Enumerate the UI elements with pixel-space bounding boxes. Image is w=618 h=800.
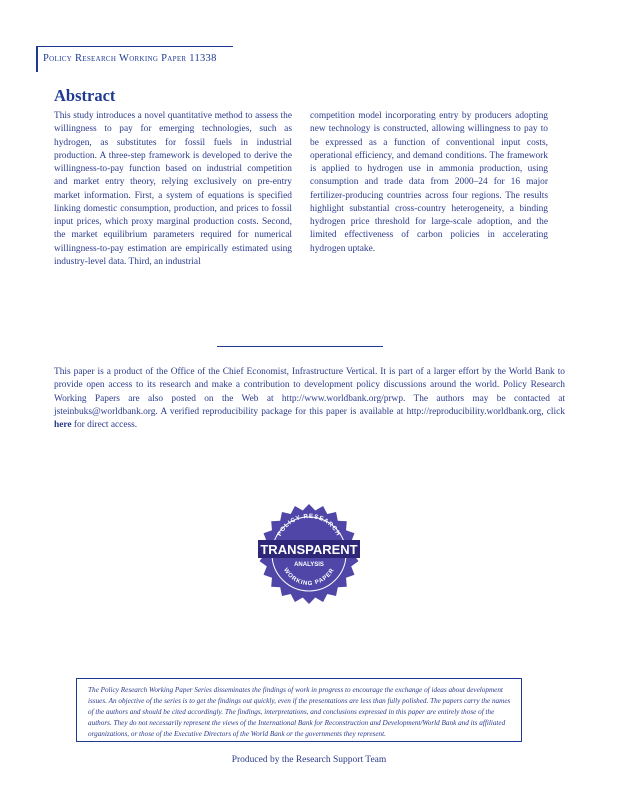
abstract-right-column: competition model incorporating entry by producers adopting new technology is constructed, allowing willingness to pay to be expressed as a function of conventional input costs, operational efficiency, and demand conditions. The framework is applied to hydrogen use in ammonia production, using consumption and trade data from 2000–24 for 16 major fertilizer-producing countries across four regions. The results highlight substantial cross-country heterogeneity, a binding hydrogen price threshold for large-scale adoption, and the limited effectiveness of carbon policies in accelerating hydrogen uptake. — [310, 111, 548, 254]
series-header-horizontal-rule — [36, 46, 233, 47]
section-divider — [217, 346, 383, 347]
disclaimer-box — [76, 678, 522, 742]
badge-main-text: TRANSPARENT — [260, 542, 358, 557]
series-title: Policy Research Working Paper 11338 — [43, 53, 217, 64]
abstract-heading: Abstract — [54, 86, 116, 105]
notice-text: This paper is a product of the Office of the Chief Economist, Infrastructure Vertical. It is part of a larger effort by the World Bank to provide open access to its research and make a contribution to development policy discussions around the world. Policy Research Working Papers are also posted on the Web at http://www.worldbank.org/prwp. The authors may be contacted at jsteinbuks@worldbank.org. A verified reproducibility package for this paper is available at http://reproducibility.worldbank.org, click — [54, 367, 565, 417]
notice-suffix: for direct access. — [71, 420, 138, 430]
paper-notice — [54, 366, 565, 432]
disclaimer-text: The Policy Research Working Paper Series disseminates the findings of work in progress to encourage the exchange of ideas about development issues. An objective of the series is to get the findings out quickly, even if the presentations are less than fully polished. The papers carry the names of the authors and should be cited accordingly. The findings, interpretations, and conclusions expressed in this paper are entirely those of the authors. They do not necessarily represent the views of the International Bank for Reconstruction and Development/World Bank and its affiliated organizations, or those of the Executive Directors of the World Bank or the governments they represent. — [88, 686, 511, 738]
reproducibility-link[interactable]: here — [54, 420, 72, 430]
produced-by-footer: Produced by the Research Support Team — [231, 755, 387, 765]
abstract-left-column: This study introduces a novel quantitative method to assess the willingness to pay for emerging technologies, such as hydrogen, as substitutes for fossil fuels in industrial production. A three-step framework is developed to derive the willingness-to-pay function based on industrial competition and market entry theory, relying exclusively on pre-entry market information. First, a system of equations is specified linking domestic consumption, production, and prices to fossil input prices, which proxy marginal production costs. Second, the market equilibrium parameters required for numerical willingness-to-pay estimation are empirically estimated using industry-level data. Third, an industrial — [54, 111, 292, 267]
badge-sub-text: ANALYSIS — [294, 562, 324, 568]
badge-bottom-text: WORKING PAPER — [282, 567, 336, 588]
transparent-analysis-badge — [254, 499, 364, 609]
series-header-vertical-rule — [36, 46, 38, 72]
badge-top-text: POLICY RESEARCH — [276, 512, 342, 538]
